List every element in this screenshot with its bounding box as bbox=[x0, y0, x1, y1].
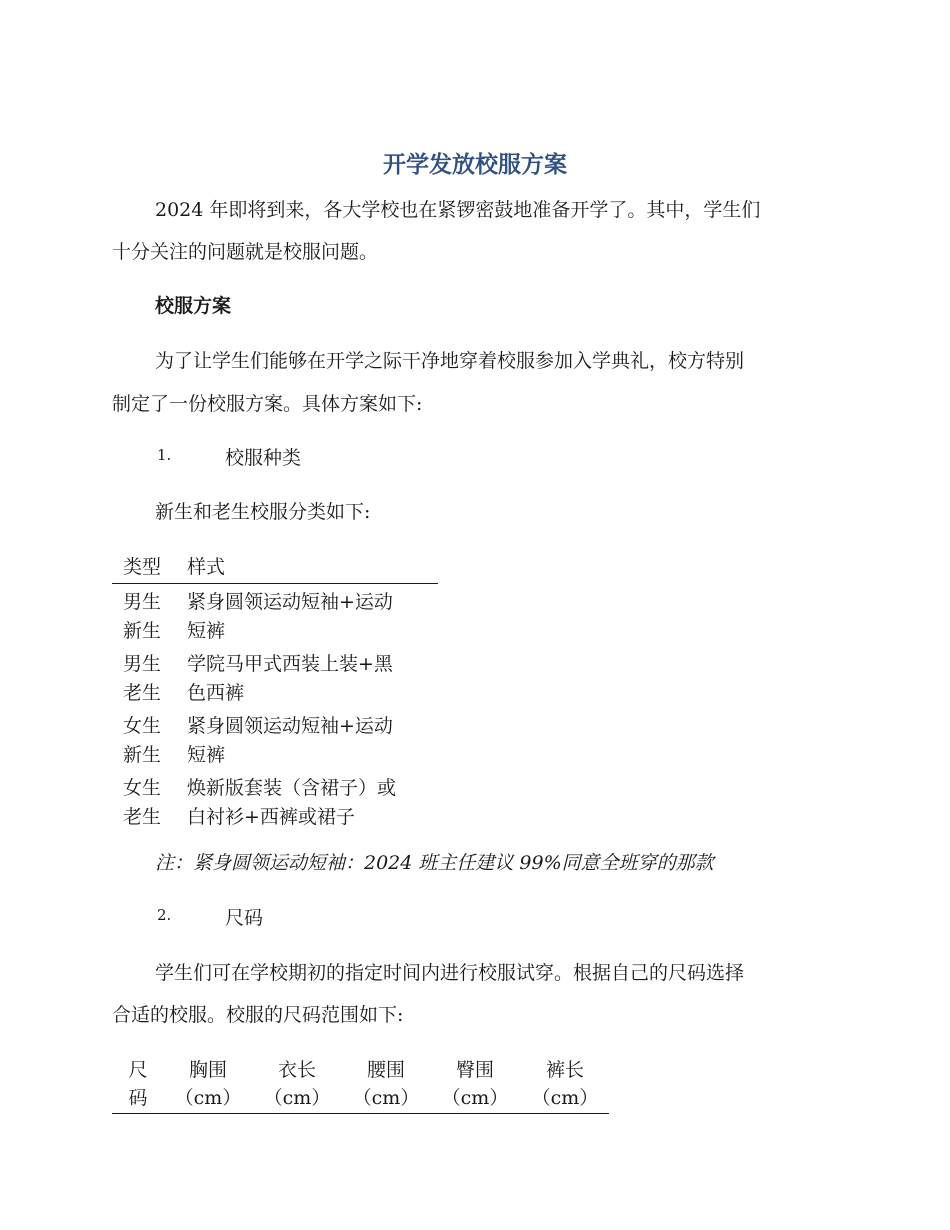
list-item-label: 校服种类 bbox=[225, 447, 302, 469]
row-type-line-2: 新生 bbox=[123, 620, 162, 642]
header-line-2: （cm） bbox=[441, 1087, 509, 1109]
header-line-2: （cm） bbox=[263, 1087, 331, 1109]
row-style-line-1: 焕新版套装（含裙子）或 bbox=[187, 777, 397, 799]
header-line-1: 衣长 bbox=[277, 1059, 316, 1081]
row-style-line-1: 紧身圆领运动短袖+运动 bbox=[187, 591, 393, 613]
table-header-style: 样式 bbox=[187, 556, 226, 578]
size-header-length bbox=[255, 1056, 339, 1112]
section-heading: 校服方案 bbox=[155, 295, 232, 317]
header-line-2: （cm） bbox=[174, 1087, 242, 1109]
size-header-hip bbox=[433, 1056, 517, 1112]
row-type-line-2: 老生 bbox=[123, 806, 162, 828]
para1-line-1: 为了让学生们能够在开学之际干净地穿着校服参加入学典礼，校方特别 bbox=[155, 350, 745, 372]
table-header-rule bbox=[112, 583, 438, 584]
row-type-line-2: 老生 bbox=[123, 682, 162, 704]
row-style-line-1: 学院马甲式西装上装+黑 bbox=[187, 653, 393, 675]
header-line-2: 码 bbox=[128, 1087, 148, 1109]
header-line-1: 臀围 bbox=[455, 1059, 494, 1081]
row-style-line-2: 色西裤 bbox=[187, 682, 245, 704]
header-line-1: 尺 bbox=[128, 1059, 148, 1081]
table-header-type: 类型 bbox=[123, 556, 162, 578]
list-item-label: 尺码 bbox=[225, 907, 264, 929]
header-line-1: 腰围 bbox=[366, 1059, 405, 1081]
intro-line-1: 2024 年即将到来，各大学校也在紧锣密鼓地准备开学了。其中，学生们 bbox=[155, 199, 761, 221]
size-header-waist bbox=[344, 1056, 428, 1112]
list-item-number: 1. bbox=[157, 446, 172, 464]
row-style-line-2: 短裤 bbox=[187, 744, 226, 766]
size-header-size bbox=[118, 1056, 158, 1112]
row-style-line-2: 短裤 bbox=[187, 620, 226, 642]
header-line-1: 裤长 bbox=[545, 1059, 584, 1081]
row-type-line-2: 新生 bbox=[123, 744, 162, 766]
row-type-line-1: 男生 bbox=[123, 653, 162, 675]
header-line-2: （cm） bbox=[531, 1087, 599, 1109]
para1-line-2: 制定了一份校服方案。具体方案如下: bbox=[112, 393, 423, 415]
para2-line-2: 合适的校服。校服的尺码范围如下: bbox=[112, 1004, 404, 1026]
size-table-header-rule bbox=[112, 1113, 609, 1114]
header-line-2: （cm） bbox=[352, 1087, 420, 1109]
row-style-line-1: 紧身圆领运动短袖+运动 bbox=[187, 715, 393, 737]
row-style-line-2: 白衬衫+西裤或裙子 bbox=[187, 806, 355, 828]
row-type-line-1: 男生 bbox=[123, 591, 162, 613]
table-note: 注：紧身圆领运动短袖：2024 班主任建议 99%同意全班穿的那款 bbox=[155, 852, 714, 874]
list-item-number: 2. bbox=[157, 906, 172, 924]
size-header-chest bbox=[166, 1056, 250, 1112]
intro-line-2: 十分关注的问题就是校服问题。 bbox=[112, 241, 379, 263]
types-intro: 新生和老生校服分类如下: bbox=[155, 501, 371, 523]
row-type-line-1: 女生 bbox=[123, 715, 162, 737]
size-header-pants-length bbox=[523, 1056, 607, 1112]
row-type-line-1: 女生 bbox=[123, 777, 162, 799]
para2-line-1: 学生们可在学校期初的指定时间内进行校服试穿。根据自己的尺码选择 bbox=[155, 962, 745, 984]
header-line-1: 胸围 bbox=[188, 1059, 227, 1081]
document-title: 开学发放校服方案 bbox=[383, 152, 567, 178]
